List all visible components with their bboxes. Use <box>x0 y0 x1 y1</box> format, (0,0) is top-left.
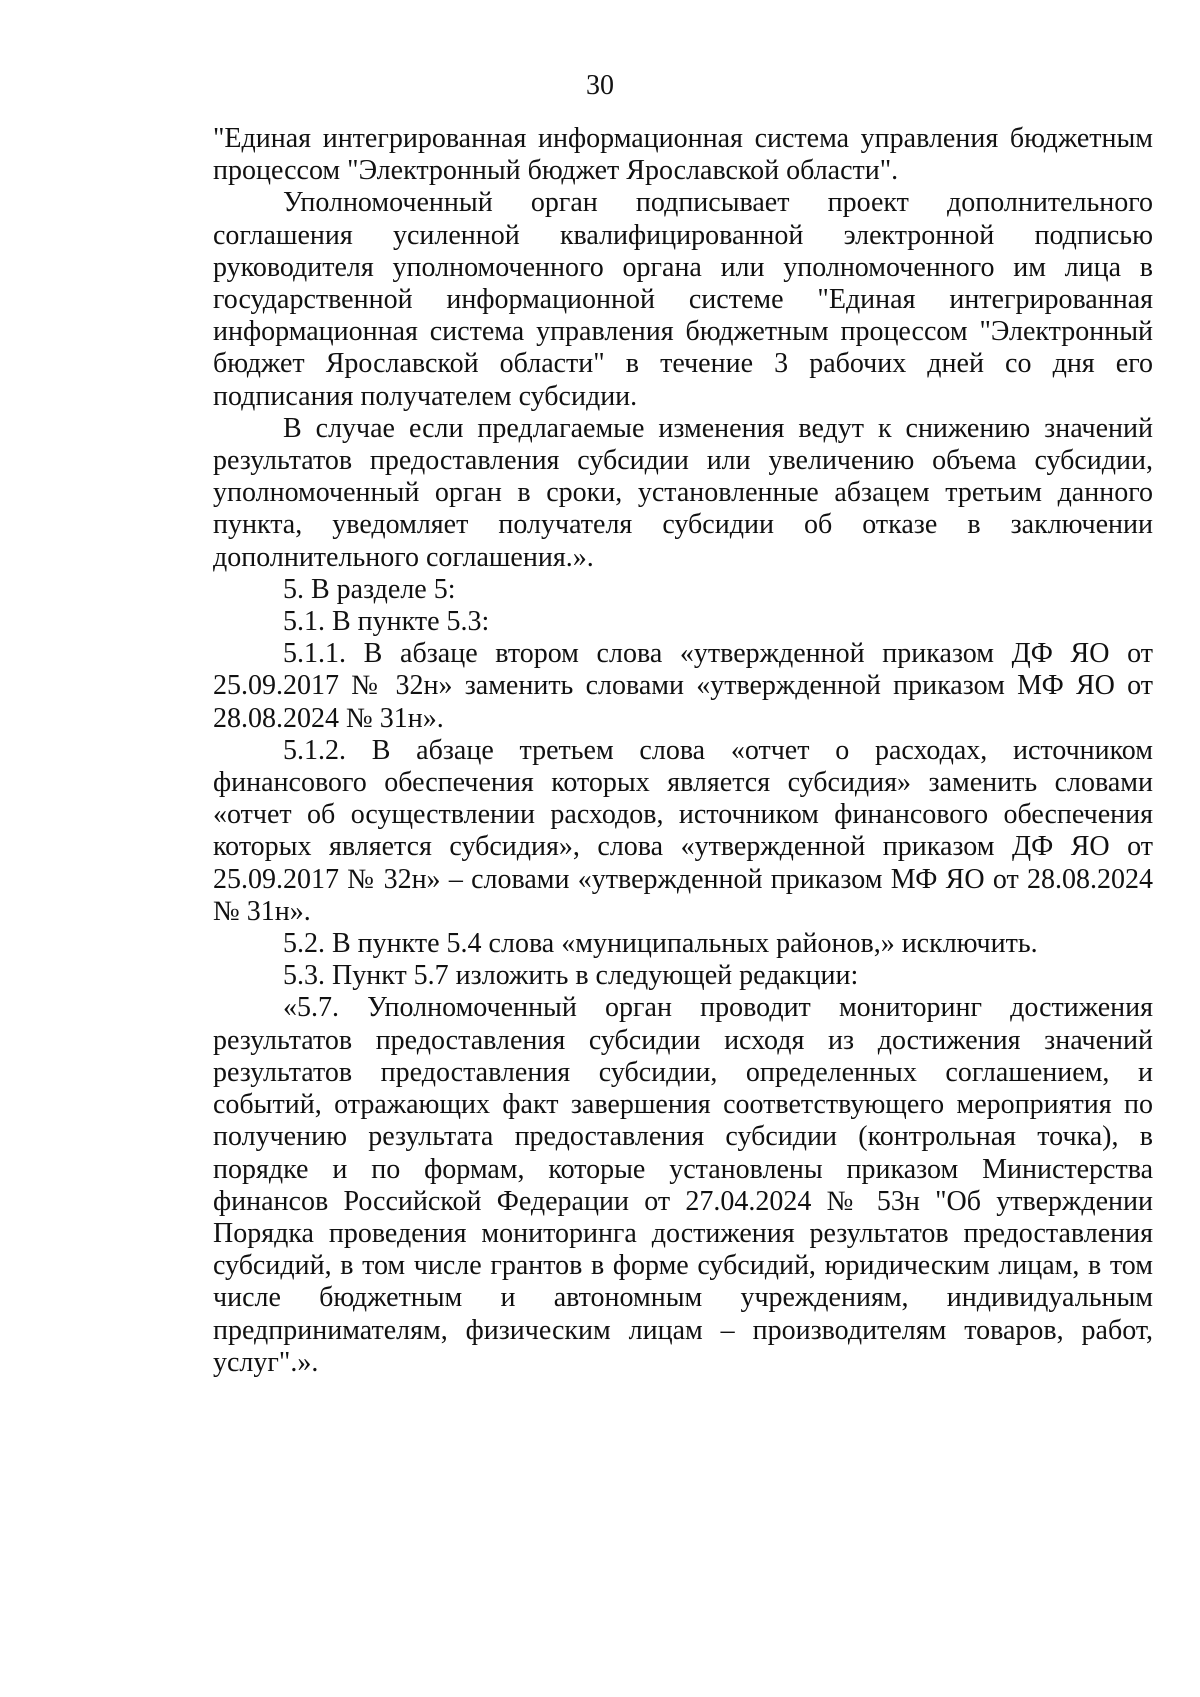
paragraph-item-5-1: 5.1. В пункте 5.3: <box>283 606 490 638</box>
page-number: 30 <box>586 70 614 101</box>
paragraph-continuation: "Единая интегрированная информационная система управления бюджетным процессом "Электронный бюджет Ярославской области". <box>213 123 1153 187</box>
paragraph-item-5-3: 5.3. Пункт 5.7 изложить в следующей редакции: <box>283 960 859 992</box>
paragraph-signing: Уполномоченный орган подписывает проект дополнительного соглашения усиленной квалифицированной электронной подписью руководителя уполномоченного органа или уполномоченного им лица в государственной информационной системе "Единая интегрированная информационная система управления бюджетным процессом "Электронный бюджет Ярославской области" в течение 3 рабочих дней со дня его подписания получателем субсидии. <box>213 187 1153 412</box>
paragraph-item-5-1-1: 5.1.1. В абзаце втором слова «утвержденной приказом ДФ ЯО от 25.09.2017 № 32н» заменить словами «утвержденной приказом МФ ЯО от 28.08.2024 № 31н». <box>213 638 1153 734</box>
paragraph-item-5-7: «5.7. Уполномоченный орган проводит мониторинг достижения результатов предоставления субсидии исходя из достижения значений результатов предоставления субсидии, определенных соглашением, и событий, отражающих факт завершения соответствующего мероприятия по получению результата предоставления субсидии (контрольная точка), в порядке и по формам, которые установлены приказом Министерства финансов Российской Федерации от 27.04.2024 № 53н "Об утверждении Порядка проведения мониторинга достижения результатов предоставления субсидий, в том числе грантов в форме субсидий, юридическим лицам, в том числе бюджетным и автономным учреждениям, индивидуальным предпринимателям, физическим лицам – производителям товаров, работ, услуг".». <box>213 992 1153 1378</box>
paragraph-item-5-1-2: 5.1.2. В абзаце третьем слова «отчет о расходах, источником финансового обеспечения которых является субсидия» заменить словами «отчет об осуществлении расходов, источником финансового обеспечения которых является субсидия», слова «утвержденной приказом ДФ ЯО от 25.09.2017 № 32н» – словами «утвержденной приказом МФ ЯО от 28.08.2024 № 31н». <box>213 734 1153 927</box>
paragraph-refusal: В случае если предлагаемые изменения ведут к снижению значений результатов предоставления субсидии или увеличению объема субсидии, уполномоченный орган в сроки, установленные абзацем третьим данного пункта, уведомляет получателя субсидии об отказе в заключении дополнительного соглашения.». <box>213 412 1153 573</box>
paragraph-section-5: 5. В разделе 5: <box>283 573 456 605</box>
document-body <box>213 123 1153 1379</box>
paragraph-item-5-2: 5.2. В пункте 5.4 слова «муниципальных районов,» исключить. <box>283 928 1038 960</box>
